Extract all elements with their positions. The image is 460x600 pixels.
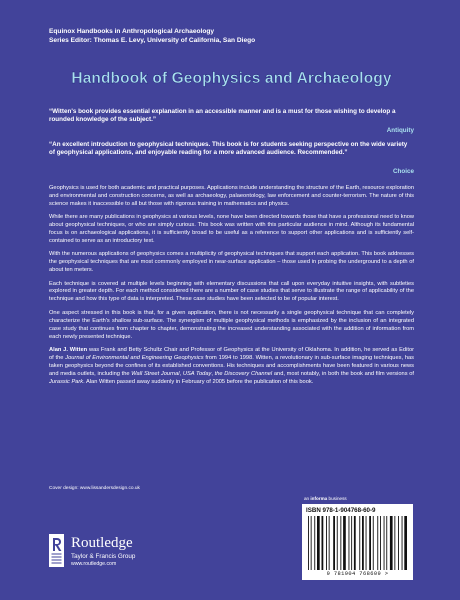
- barcode-digits: 9 781904 768609 >: [326, 571, 389, 577]
- review-quote-1: “Witten's book provides essential explanation in an accessible manner and is a must for those wishing to develop a rounded knowledge of the subject.”: [49, 108, 396, 124]
- paragraph-1: Geophysics is used for both academic and practical purposes. Applications include understanding the structure of the Earth, resource exploration and environmental and construction concerns, as well as archaeology, palaeontology, law enforcement and counter-terrorism. The nature of this science makes it inaccessible to all but those with rigorous training in mathematics and physics.: [49, 185, 414, 207]
- barcode-image: [306, 516, 409, 570]
- paragraph-4: Each technique is covered at multiple levels beginning with elementary discussions that call upon everyday intuitive insights, with subtleties explored in greater depth. For each method considered there are a number of case studies that serve to illustrate the range of applicability of the technique and how this type of data is interpreted. These case studies have been selected to be of popular interest.: [49, 280, 414, 303]
- author-name: Alan J. Witten: [49, 346, 88, 353]
- book-title: Handbook of Geophysics and Archaeology: [71, 70, 392, 87]
- series-editor: Series Editor: Thomas E. Levy, University of California, San Diego: [49, 37, 256, 44]
- series-name: Equinox Handbooks in Anthropological Archaeology: [49, 28, 215, 35]
- publisher-group: Taylor & Francis Group: [71, 553, 136, 560]
- paragraph-5: One aspect stressed in this book is that, for a given application, there is not necessarily a single geophysical technique that can completely characterize the Earth's shallow sub-surface. The synergism of multiple geophysical methods is emphasized by the inclusion of an integrated case study that continues from chapter to chapter, demonstrating the increased understanding associated with the addition of information from each newly presented technique.: [49, 309, 414, 340]
- author-bio: Alan J. Witten was Frank and Betty Schultz Chair and Professor of Geophysics at the University of Oklahoma. In addition, he served as Editor of the Journal of Environmental and Engineering Geophysics from 1994 to 1998. Witten, a revolutionary in sub-surface imaging techniques, has taken geophysics beyond the confines of its established conventions. His techniques and accomplishments have been featured in various news and media outlets, including the Wall Street Journal, USA Today, the Discovery Channel and, most notably, in both the book and film versions of Jurassic Park. Alan Witten passed away suddenly in February of 2005 before the publication of this book.: [49, 346, 415, 385]
- review-source-2: Choice: [393, 168, 414, 175]
- isbn-label: ISBN 978-1-904768-60-9: [306, 507, 376, 514]
- publisher-name: Routledge: [71, 535, 133, 551]
- review-source-1: Antiquity: [386, 127, 414, 134]
- routledge-logo-icon: [49, 534, 64, 567]
- isbn-box: [302, 504, 413, 580]
- publisher-url: www.routledge.com: [71, 561, 117, 567]
- barcode-area: [302, 496, 413, 580]
- review-quote-2: “An excellent introduction to geophysical techniques. This book is for students seeking perspective on the wide variety of geophysical applications, and enjoyable reading for a more advanced audience. Recommended.”: [49, 141, 408, 157]
- paragraph-3: With the numerous applications of geophysics comes a multiplicity of geophysical techniques that support each application. This book addresses the geophysical techniques that are most commonly employed in near-surface application – those used in probing the underground to a depth of about ten meters.: [49, 251, 414, 274]
- series-info: [49, 27, 255, 45]
- cover-design-credit: Cover design: www.lissandersdesign.co.uk: [49, 486, 140, 491]
- paragraph-2: While there are many publications in geophysics at various levels, none have been directed towards those that have a professional need to know about geophysical techniques, or who are simply curious. This book was written with this particular audience in mind. Although its fundamental focus is on archaeological applications, it is sufficiently broad to be useful as a reference to support other applications and is sufficiently self-contained to serve as an introductory text.: [49, 214, 414, 244]
- informa-line: an informa business: [304, 496, 347, 501]
- description: [49, 185, 414, 392]
